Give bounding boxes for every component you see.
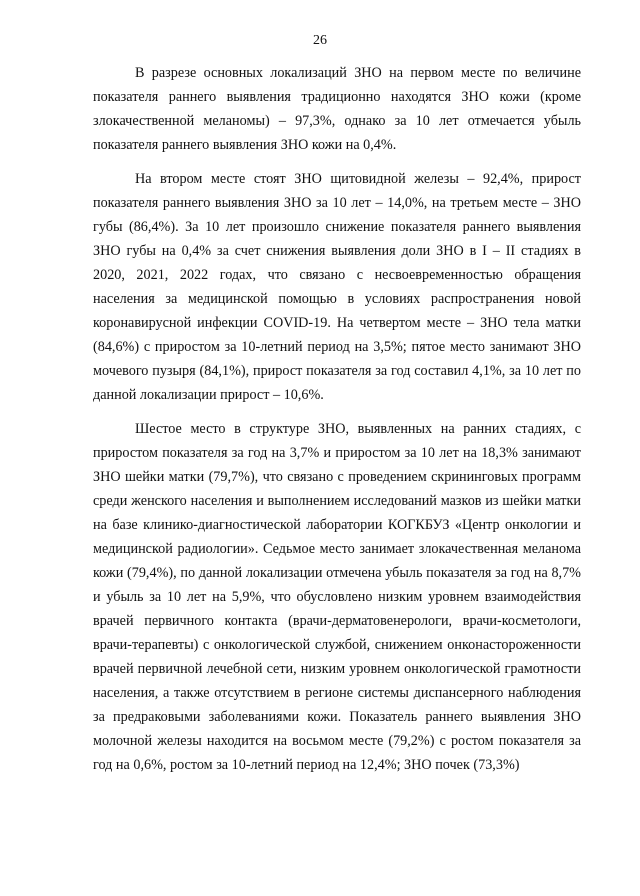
- paragraph-2: На втором месте стоят ЗНО щитовидной железы – 92,4%, прирост показателя раннего выявления ЗНО за 10 лет – 14,0%, на третьем месте – ЗНО губы (86,4%). За 10 лет произошло снижение показателя раннего выявления ЗНО губы на 0,4% за счет снижения выявления доли ЗНО в I – II стадиях в 2020, 2021, 2022 годах, что связано с несвоевременностью обращения населения за медицинской помощью в условиях распространения новой коронавирусной инфекции COVID-19. На четвертом месте – ЗНО тела матки (84,6%) с приростом за 10-летний период на 3,5%; пятое место занимают ЗНО мочевого пузыря (84,1%), прирост показателя за год составил 4,1%, за 10 лет по данной локализации прирост – 10,6%.: [93, 171, 581, 403]
- paragraph-1: В разрезе основных локализаций ЗНО на первом месте по величине показателя раннего выявления традиционно находятся ЗНО кожи (кроме злокачественной меланомы) – 97,3%, однако за 10 лет отмечается убыль показателя раннего выявления ЗНО кожи на 0,4%.: [93, 65, 581, 153]
- page-number: 26: [313, 33, 327, 48]
- body-text: [93, 61, 581, 777]
- paragraph-3: Шестое место в структуре ЗНО, выявленных на ранних стадиях, с приростом показателя за год на 3,7% и приростом за 10 лет на 18,3% занимают ЗНО шейки матки (79,7%), что связано с проведением скрининговых программ среди женского населения и выполнением исследований мазков из шейки матки на базе клинико-диагностической лаборатории КОГКБУЗ «Центр онкологии и медицинской радиологии». Седьмое место занимает злокачественная меланома кожи (79,4%), по данной локализации отмечена убыль показателя за год на 8,7% и убыль за 10 лет на 5,9%, что обусловлено низким уровнем взаимодействия врачей первичного контакта (врачи-дерматовенерологи, врачи-косметологи, врачи-терапевты) с онкологической службой, снижением онконастороженности врачей первичной лечебной сети, низким уровнем онкологической грамотности населения, а также отсутствием в регионе системы диспансерного наблюдения за предраковыми заболеваниями кожи. Показатель раннего выявления ЗНО молочной железы находится на восьмом месте (79,2%) с ростом показателя за год на 0,6%, ростом за 10-летний период на 12,4%; ЗНО почек (73,3%): [93, 421, 581, 773]
